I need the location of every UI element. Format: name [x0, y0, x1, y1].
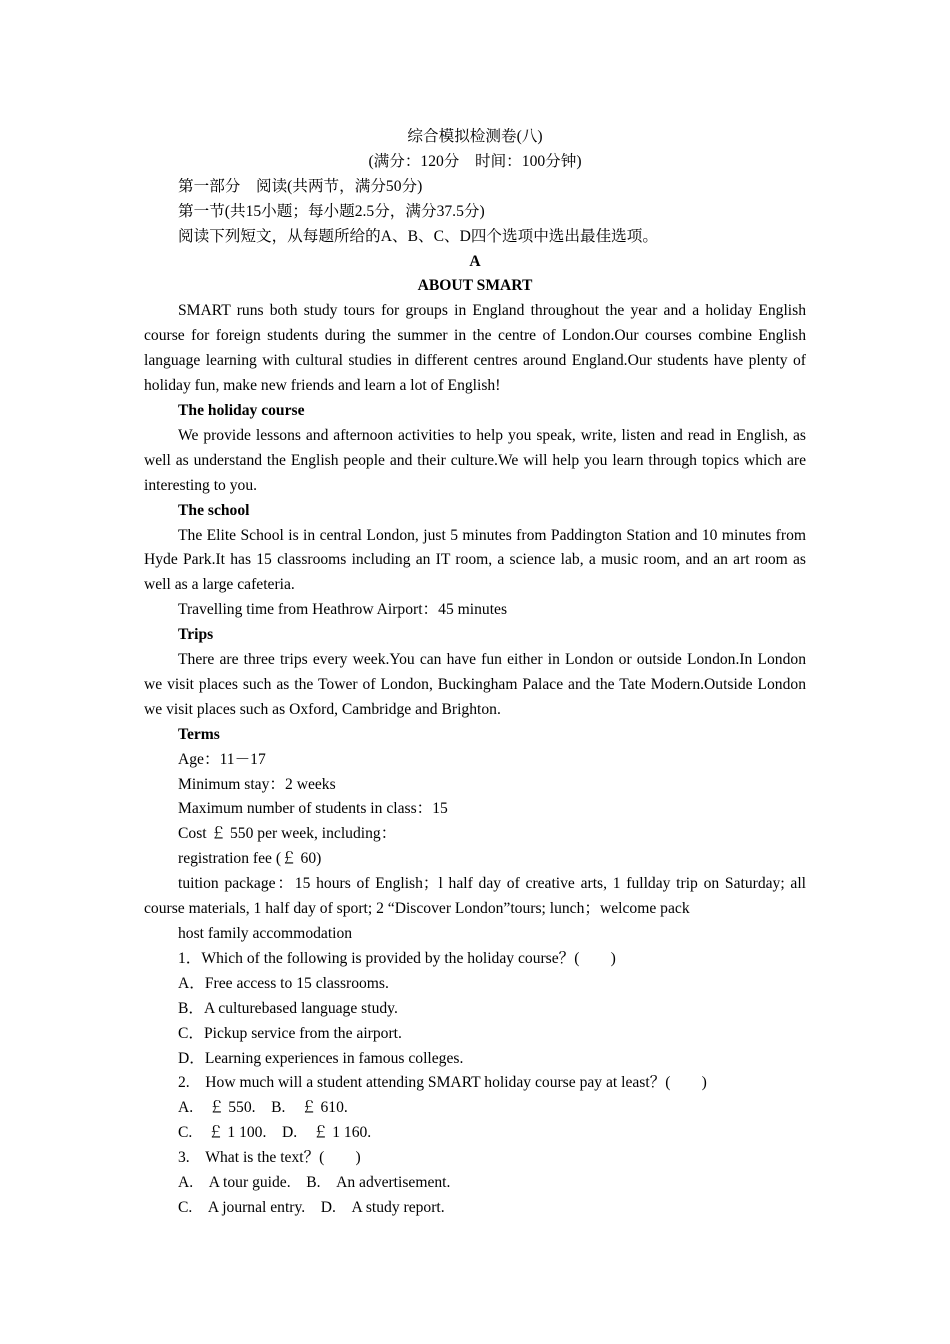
question-1-option-b: B．A culturebased language study.: [178, 999, 398, 1017]
question-1-stem: 1．Which of the following is provided by the holiday course？( ): [178, 949, 616, 967]
question-3-options-cd: C. A journal entry. D. A study report.: [178, 1198, 445, 1216]
terms-tuition: tuition package：15 hours of English；l half day of creative arts, 1 fullday trip on Saturday; all course materials, 1 half day of sport; 2 “Discover London”tours; lunch；welcome pack: [144, 875, 806, 918]
holiday-paragraph: We provide lessons and afternoon activities to help you speak, write, listen and read in English, as well as understand the English people and their culture.We will help you learn through topics which are interesting to you.: [144, 426, 806, 494]
part-heading: 第一部分 阅读(共两节，满分50分): [178, 177, 423, 195]
question-2-options-cd: C. ￡ 1 100. D. ￡ 1 160.: [178, 1124, 372, 1142]
exam-title: 综合模拟检测卷(八): [407, 128, 543, 145]
school-heading: The school: [178, 501, 250, 519]
section-heading: 第一节(共15小题；每小题2.5分，满分37.5分): [178, 202, 485, 220]
exam-subtitle: (满分：120分 时间：100分钟): [368, 152, 582, 170]
terms-registration: registration fee (￡ 60): [178, 850, 322, 868]
instruction: 阅读下列短文，从每题所给的A、B、C、D四个选项中选出最佳选项。: [178, 227, 658, 245]
trips-paragraph: There are three trips every week.You can have fun either in London or outside London.In London we visit places such as the Tower of London, Buckingham Palace and the Tate Modern.Outside London we visit places such as Oxford, Cambridge and Brighton.: [144, 651, 806, 718]
question-1-option-d: D．Learning experiences in famous colleges.: [178, 1049, 464, 1067]
question-3-options-ab: A. A tour guide. B. An advertisement.: [178, 1174, 451, 1192]
passage-letter: A: [469, 252, 481, 270]
question-2-options-ab: A. ￡ 550. B. ￡ 610.: [178, 1099, 348, 1117]
passage-title: ABOUT SMART: [417, 277, 533, 295]
question-2-stem: 2. How much will a student attending SMART holiday course pay at least？( ): [178, 1074, 707, 1092]
question-3-stem: 3. What is the text？( ): [178, 1149, 361, 1167]
terms-min-stay: Minimum stay：2 weeks: [178, 775, 336, 793]
terms-cost: Cost ￡ 550 per week, including：: [178, 825, 397, 843]
question-1-option-c: C．Pickup service from the airport.: [178, 1024, 402, 1042]
trips-heading: Trips: [178, 626, 214, 644]
travel-time: Travelling time from Heathrow Airport：45 minutes: [178, 601, 508, 619]
intro-paragraph: SMART runs both study tours for groups in England throughout the year and a holiday English course for foreign students during the summer in the centre of London.Our courses combine English language learning with cultural studies in different centres around England.Our students have plenty of holiday fun, make new friends and learn a lot of English!: [144, 302, 806, 395]
holiday-heading: The holiday course: [178, 401, 305, 419]
terms-host: host family accommodation: [178, 925, 353, 942]
school-paragraph: The Elite School is in central London, just 5 minutes from Paddington Station and 10 minutes from Hyde Park.It has 15 classrooms including an IT room, a science lab, a music room, and an art room as well as a large cafeteria.: [144, 526, 806, 594]
terms-max-students: Maximum number of students in class：15: [178, 800, 448, 818]
exam-page: [144, 125, 806, 1221]
terms-age: Age：11－17: [178, 750, 266, 768]
terms-heading: Terms: [178, 725, 220, 743]
question-1-option-a: A．Free access to 15 classrooms.: [178, 974, 389, 992]
